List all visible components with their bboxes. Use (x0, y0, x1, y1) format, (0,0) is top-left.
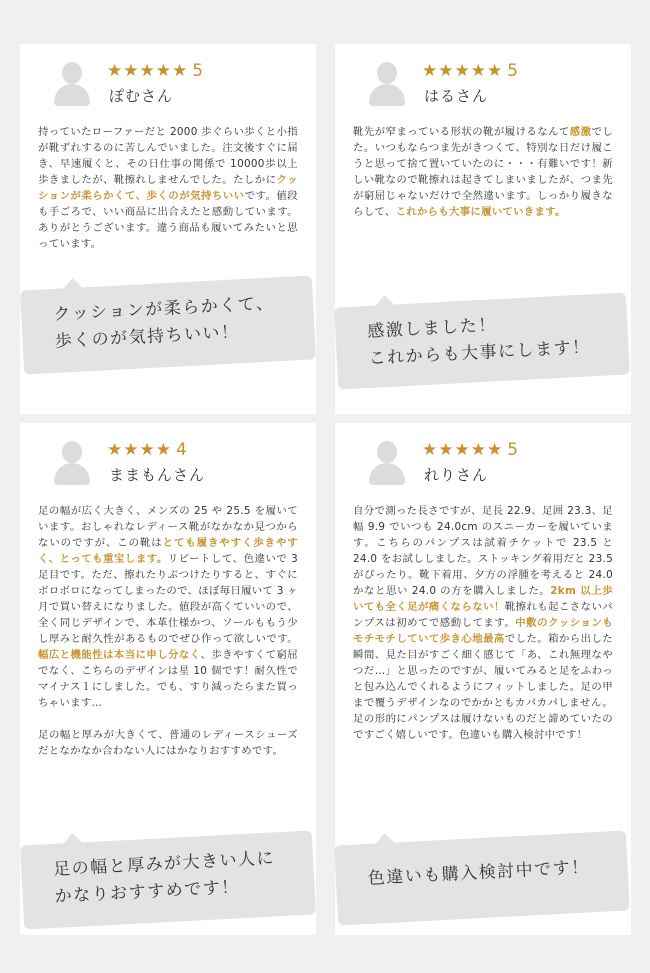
user-avatar-icon (367, 443, 403, 487)
reviewer-name: れりさん (424, 466, 489, 484)
review-text (38, 124, 298, 252)
review-text-segment: 、歩きやすくて窮屈でなく、こちらのデザインは星 10 個です！耐久性でマイナス１にしました。でも、すり減ったらまた買っちゃいます… (38, 649, 298, 709)
user-avatar-icon (52, 443, 88, 487)
review-text-segment: 靴先が窄まっている形状の靴が履けるなんて (353, 126, 570, 138)
summary-line: 色違いも購入検討中です！ (367, 857, 591, 889)
highlight-text: 幅広と機能性は本当に申し分なく (38, 649, 201, 661)
review-text-segment: 自分で測った長さですが、足長 22.9、足囲 23.3、足幅 9.9 でいつも 24.0cm のスニーカーを履いています。こちらのパンプスは試着チケットで 23.5 と 24.0 をお試ししました。ストッキング着用だと 23.5 がぴったり。靴下着用、夕方の浮腫を考えると 24.0 かなと思い 24.0 の方を購入しました。 (353, 505, 613, 597)
star-rating: ★★★★★ 5 (422, 440, 520, 460)
review-text-segment: でした。箱から出した瞬間、見た目がすごく細く感じて「あ、これ無理なやつだ…」と思ったのですが、履いてみると足をふわっと包み込んでくれるようにフィットしました。足の甲まで覆うデザインなのでかかともカパカパしません。足の形的にパンプスは履けないものだと諦めていたのですごく嬉しいです。色違いも購入検討中です！ (353, 633, 613, 741)
star-rating: ★★★★★ 5 (107, 61, 205, 81)
summary-line: 歩くのが気持ちいい！ (54, 322, 241, 352)
review-text-segment: です。値段も手ごろで、いい商品に出合えたと感動しています。ありがとうございます。違う商品も履いてみたいと思っています。 (38, 190, 298, 250)
paragraph-gap (38, 711, 298, 727)
user-avatar-icon (367, 64, 403, 108)
reviewer-name: はるさん (424, 87, 489, 105)
highlight-text: 中敷のクッションもモチモチしていて歩き心地最高 (353, 617, 613, 645)
summary-line: これからも大事にします！ (368, 337, 592, 369)
highlight-text: とても履きやすく歩きやすく、とっても重宝します。 (38, 537, 298, 565)
highlight-text: これからも大事に履いていきます。 (395, 206, 566, 218)
highlight-text: 感激 (569, 126, 592, 138)
review-text (38, 503, 298, 759)
summary-bubble (20, 830, 316, 929)
highlight-text: クッションが柔らかくて、歩くのが気持ちいい (38, 174, 298, 202)
summary-bubble (334, 830, 630, 925)
star-rating: ★★★★★ 5 (422, 61, 520, 81)
summary-bubble (20, 275, 316, 374)
reviewer-name: ぽむさん (109, 87, 174, 105)
summary-line: クッションが柔らかくて、 (52, 293, 275, 325)
summary-line: かなりおすすめです！ (54, 877, 241, 907)
review-text-segment: でした。いつもならつま先がきつくて、特別な日だけ履こうと思って捨て置いていたのに・・・有難いです！新しい靴なので靴擦れは起きてしまいましたが、つま先が窮屈じゃないだけで全然違います。しっかり履きならして、 (353, 126, 613, 218)
highlight-text: 2km 以上歩いても全く足が痛くならない！ (353, 585, 613, 613)
review-text-segment: 足の幅と厚みが大きくて、普通のレディースシューズだとなかなか合わない人にはかなりおすすめです。 (38, 729, 298, 757)
summary-bubble (334, 292, 630, 389)
summary-line: 感激しました！ (366, 315, 498, 342)
reviewer-name: ままもんさん (109, 466, 206, 484)
user-avatar-icon (52, 64, 88, 108)
review-text (353, 124, 613, 220)
review-text (353, 503, 613, 743)
review-text-segment: 靴擦れも起こさないパンプスは初めてで感動してます。 (353, 601, 613, 629)
review-text-segment: リピートして、色違いで 3 足目です。ただ、擦れたりぶつけたりすると、すぐにボロボロになってしまったので、ほぼ毎日履いて 3 ヶ月で買い替えになりました。値段が高くていいので、全く同じデザインで、本革仕様かつ、ソールももう少し厚みと耐久性があるものでぜひ作って欲しいです。 (38, 553, 298, 645)
review-text-segment: 足の幅が広く大きく、メンズの 25 や 25.5 を履いています。おしゃれなレディース靴がなかなか見つからないのですが、この靴は (38, 505, 298, 549)
summary-line: 足の幅と厚みが大きい人に (52, 848, 276, 880)
review-text-segment: 持っていたローファーだと 2000 歩ぐらい歩くと小指が靴ずれするのに苦しんでいました。注文後すぐに届き、早速履くと、その日仕事の関係で 10000歩以上歩きましたが、靴擦れしませんでした。たしかに (38, 126, 298, 186)
star-rating: ★★★★ 4 (107, 440, 188, 460)
